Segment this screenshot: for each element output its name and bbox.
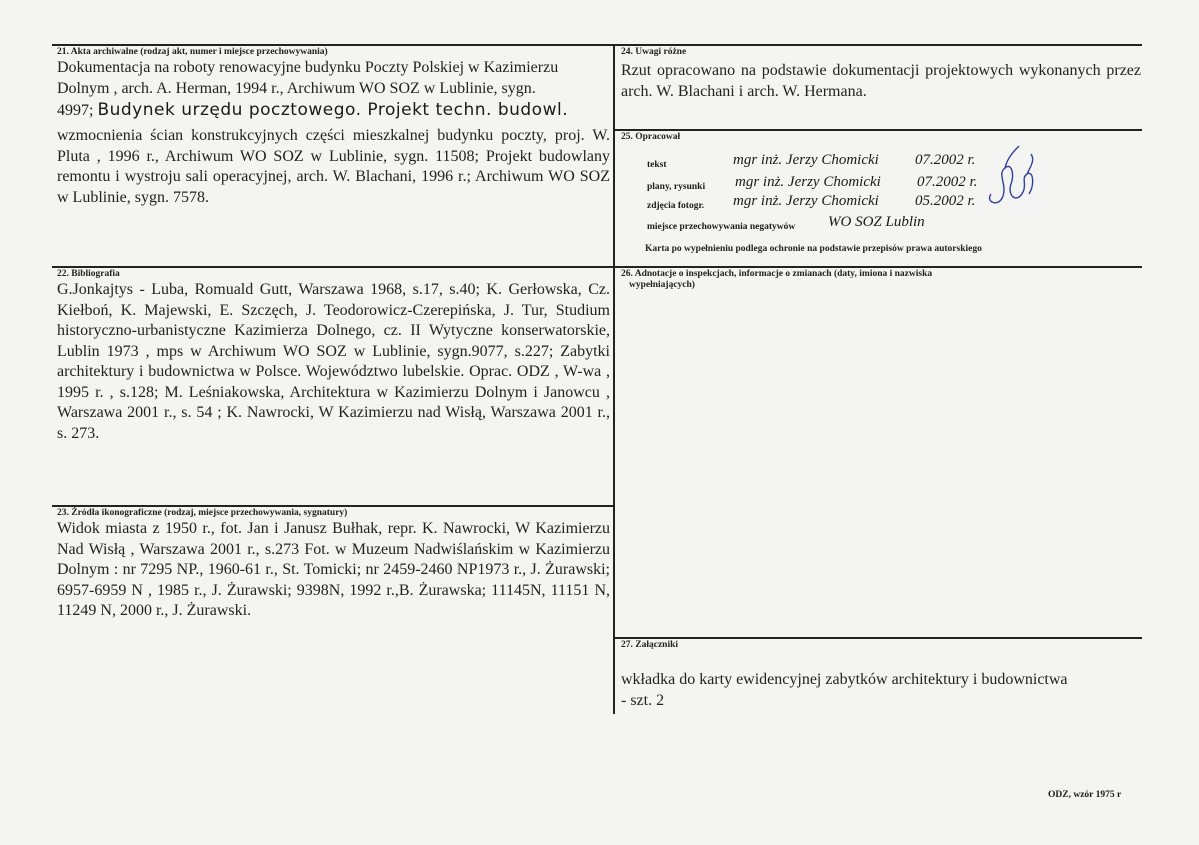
prepared-row-name: mgr inż. Jerzy Chomicki: [735, 174, 881, 190]
rule-21-22: [52, 266, 1142, 268]
section-25-header: 25. Opracował: [621, 132, 681, 142]
negatives-location-row: [647, 214, 925, 234]
prepared-row-label: zdjęcia fotogr.: [647, 201, 705, 211]
prepared-row-date: 07.2002 r.: [915, 152, 976, 168]
section-27-attachments: [621, 640, 1141, 711]
section-21-header: 21. Akta archiwalne (rodzaj akt, numer i miejsce przechowywania): [57, 47, 328, 57]
copyright-notice: Karta po wypełnieniu podlega ochronie na podstawie przepisów prawa autorskiego: [645, 244, 982, 254]
section-25-prepared-by: [621, 132, 1141, 264]
rule-26-27: [615, 637, 1142, 639]
signature-icon: [981, 144, 1041, 214]
section-21-archives: [57, 47, 610, 208]
section-21-typed-ref: 4997;: [57, 102, 94, 119]
section-21-line-3: [57, 99, 610, 122]
section-26-annotations: [621, 269, 1141, 291]
section-21-handwritten-note: Budynek urzędu pocztowego. Projekt techn. budowl.: [97, 100, 569, 120]
form-version-footer: ODZ, wzór 1975 r: [1048, 790, 1122, 800]
section-21-rest: wzmocnienia ścian konstrukcyjnych części mieszkalnej budynku poczty, proj. W. Pluta , 1996 r., Archiwum WO SOZ w Lublinie, sygn. 11508; Projekt budowlany remontu i wystroju sali operacyjnej, arch. W. Blachani, 1996 r.; Archiwum WO SOZ w Lublinie, sygn. 7578.: [57, 127, 610, 206]
prepared-row-text: [647, 152, 976, 172]
section-22-bibliography: [57, 269, 610, 444]
top-rule: [52, 44, 1142, 46]
prepared-row-date: 05.2002 r.: [915, 193, 976, 209]
section-22-header: 22. Bibliografia: [57, 269, 120, 279]
section-21-line-1: Dokumentacja na roboty renowacyjne budynku Poczty Polskiej w Kazimierzu: [57, 59, 559, 76]
prepared-row-photos: [647, 193, 976, 213]
section-24-text: Rzut opracowano na podstawie dokumentacji projektowych wykonanych przez arch. W. Blachani i arch. W. Hermana.: [621, 62, 1141, 100]
center-divider: [613, 44, 615, 714]
section-23-header: 23. Źródła ikonograficzne (rodzaj, miejsce przechowywania, sygnatury): [57, 508, 348, 518]
prepared-row-label: plany, rysunki: [647, 182, 706, 192]
section-24-header: 24. Uwagi różne: [621, 47, 687, 57]
section-21-line-2: Dolnym , arch. A. Herman, 1994 r., Archiwum WO SOZ w Lublinie, sygn.: [57, 79, 536, 97]
rule-24-25: [615, 129, 1142, 131]
prepared-row-date: 07.2002 r.: [917, 174, 978, 190]
negatives-location-label: miejsce przechowywania negatywów: [647, 222, 796, 232]
prepared-row-plans: [647, 174, 978, 194]
prepared-row-name: mgr inż. Jerzy Chomicki: [733, 193, 879, 209]
section-27-header: 27. Załączniki: [621, 640, 679, 650]
section-26-header-line-1: 26. Adnotacje o inspekcjach, informacje o zmianach (daty, imiona i nazwiska: [621, 269, 933, 279]
section-26-header-line-2: wypełniających): [629, 280, 695, 290]
section-22-text: G.Jonkajtys - Luba, Romuald Gutt, Warszawa 1968, s.17, s.40; K. Gerłowska, Cz. Kiełboń, K. Majewski, E. Szczęch, J. Teodorowicz-Czerepińska, J. Tur, Studium historyczno-urbanistyczne Kazimierza Dolnego, cz. II Wytyczne konserwatorskie, Lublin 1973 , mps w Archiwum WO SOZ w Lublinie, sygn.9077, s.227; Zabytki architektury i budownictwa w Polsce. Województwo lubelskie. Oprac. ODZ , W-wa , 1995 r. , s.128; M. Leśniakowska, Architektura w Kazimierzu Dolnym i Janowcu , Warszawa 2001 r., s. 54 ; K. Nawrocki, W Kazimierzu nad Wisłą, Warszawa 2001 r., s. 273.: [57, 281, 610, 442]
section-27-line-2: - szt. 2: [621, 691, 665, 709]
section-27-line-1: wkładka do karty ewidencyjnej zabytków architektury i budownictwa: [621, 671, 1068, 688]
negatives-location-value: WO SOZ Lublin: [828, 214, 925, 230]
section-23-text: Widok miasta z 1950 r., fot. Jan i Janusz Bułhak, repr. K. Nawrocki, W Kazimierzu Nad Wisłą , Warszawa 2001 r., s.273 Fot. w Muzeum Nadwiślańskim w Kazimierzu Dolnym : nr 7295 NP., 1960-61 r., St. Tomicki; nr 2459-2460 NP1973 r., J. Żurawski; 6957-6959 N , 1985 r., J. Żurawski; 9398N, 1992 r.,B. Żurawska; 11145N, 11151 N, 11249 N, 2000 r., J. Żurawski.: [57, 520, 610, 619]
rule-22-23: [52, 505, 615, 507]
prepared-row-label: tekst: [647, 160, 667, 170]
prepared-row-name: mgr inż. Jerzy Chomicki: [733, 152, 879, 168]
section-24-remarks: [621, 47, 1141, 102]
section-23-iconographic-sources: [57, 508, 610, 622]
